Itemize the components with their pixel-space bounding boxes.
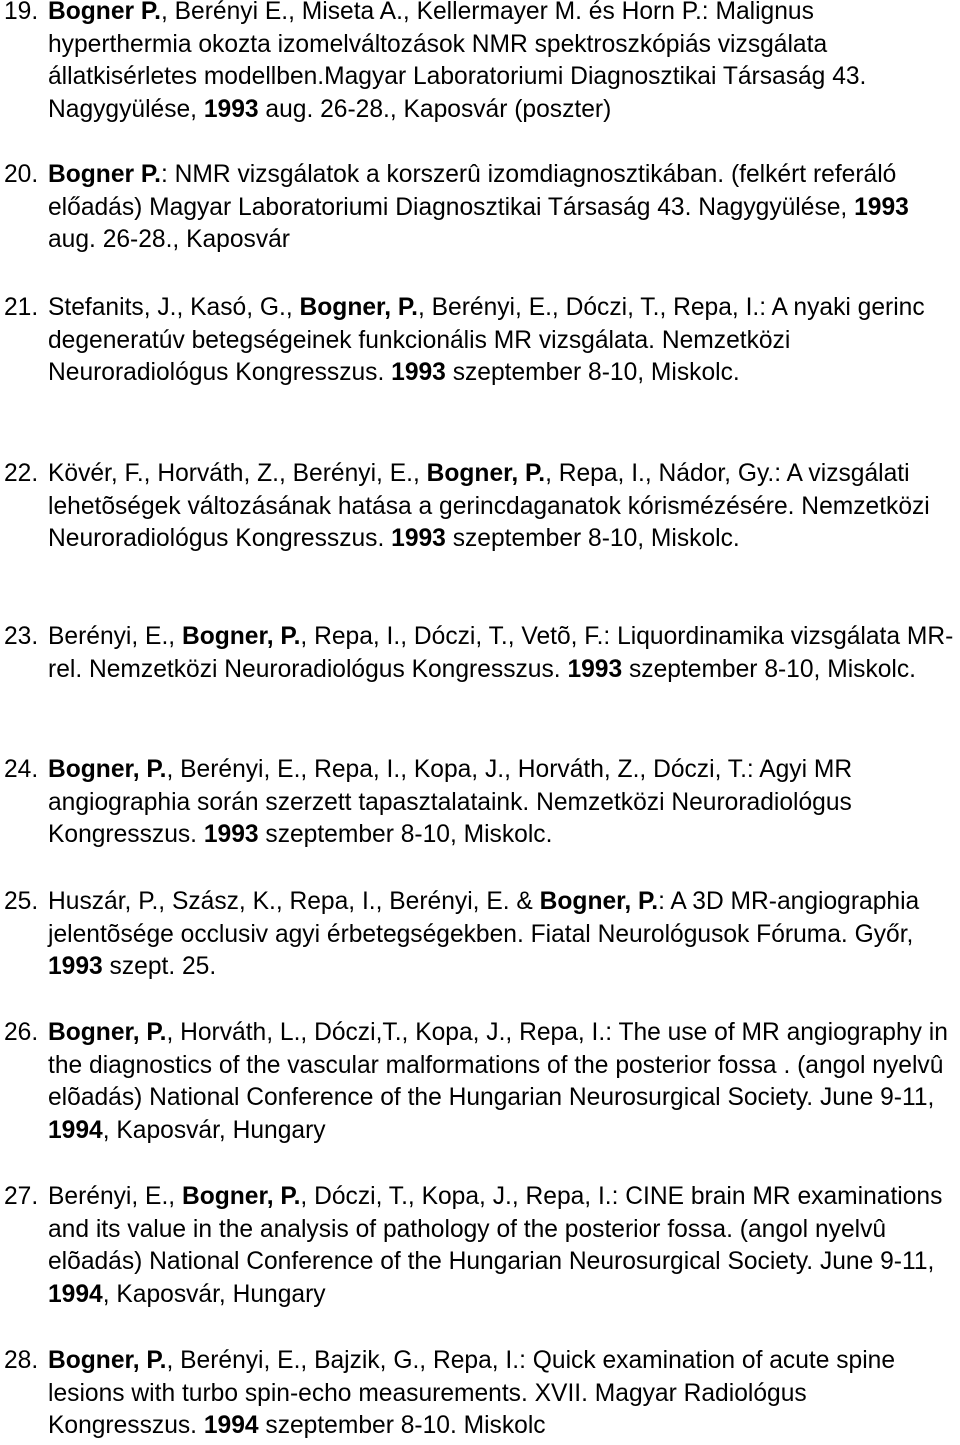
text-run: , Berényi E., Miseta A., Kellermayer M. és Horn P.: Malignus hyperthermia okozta izomelváltozások NMR spektroszkópiás vizsgálata állatkisérletes modellben.Magyar Laboratoriumi Diagnosztikai Társaság 43. Nagygyülése, [48, 0, 867, 123]
text-run: : A 3D MR-angiographia jelentõsége occlusiv agyi érbetegségekben. Fiatal Neurológusok Fóruma. Győr, [48, 888, 920, 948]
text-run: Berényi, E., [48, 623, 182, 650]
bold-text: 1993 [203, 821, 259, 848]
item-number: 25. [4, 888, 39, 915]
text-run: Berényi, E., [48, 1183, 182, 1210]
bold-text: 1993 [203, 95, 259, 123]
bold-text: 1994 [48, 1116, 103, 1144]
list-item [0, 886, 960, 984]
text-run: , Berényi, E., Dóczi, T., Repa, I.: A nyaki gerinc degeneratúv betegségeinek funkcionális MR vizsgálata. Nemzetközi Neuroradiológus Kongresszus. [48, 294, 925, 386]
bold-text: Bogner P. [48, 0, 161, 25]
text-run: , Kaposvár, Hungary [102, 1116, 326, 1144]
bold-text: Bogner, P. [539, 888, 659, 915]
text-run: : NMR vizsgálatok a korszerû izomdiagnosztikában. (felkért referáló előadás) Magyar Laboratoriumi Diagnosztikai Társaság 43. Nagygyülése, [48, 161, 897, 221]
citation-text [48, 1345, 960, 1443]
item-number: 21. [4, 294, 39, 321]
text-run: szeptember 8-10, Miskolc. [445, 525, 740, 552]
citation-text [48, 1017, 960, 1147]
text-run: szeptember 8-10, Miskolc. [445, 359, 740, 386]
list-item [0, 159, 960, 257]
bold-text: 1993 [854, 193, 909, 221]
bold-text: Bogner P. [48, 161, 161, 188]
citation-text [48, 458, 960, 556]
bold-text: 1993 [567, 655, 623, 683]
text-run: , Berényi, E., Bajzik, G., Repa, I.: Quick examination of acute spine lesions with turbo spin-echo measurements. XVII. Magyar Radiológus Kongresszus. [48, 1347, 896, 1439]
list-item [0, 0, 960, 126]
text-run: szeptember 8-10, Miskolc. [258, 821, 553, 848]
item-number: 20. [4, 161, 39, 188]
list-item [0, 458, 960, 556]
text-run: aug. 26-28., Kaposvár (poszter) [258, 95, 612, 123]
text-run: Huszár, P., Szász, K., Repa, I., Berényi, E. & [48, 888, 540, 915]
bold-text: Bogner, P. [181, 1183, 301, 1210]
bold-text: 1993 [391, 525, 446, 552]
list-item [0, 1017, 960, 1147]
bold-text: 1994 [203, 1412, 259, 1439]
bold-text: 1993 [48, 953, 103, 980]
citation-text [48, 159, 960, 257]
bold-text: 1994 [48, 1280, 103, 1308]
text-run: , Dóczi, T., Kopa, J., Repa, I.: CINE brain MR examinations and its value in the analysis of pathology of the posterior fossa. (angol nyelvû elõadás) National Conference of the Hungarian Neurosurgical Society. June 9-11, [48, 1183, 943, 1275]
item-number: 26. [4, 1019, 39, 1046]
list-item [0, 754, 960, 852]
text-run: szeptember 8-10, Miskolc. [622, 655, 917, 683]
item-number: 27. [4, 1183, 39, 1210]
text-run: szeptember 8-10. Miskolc [258, 1412, 546, 1439]
citation-text [48, 886, 960, 984]
bold-text: Bogner, P. [48, 1019, 167, 1046]
text-run: , Berényi, E., Repa, I., Kopa, J., Horváth, Z., Dóczi, T.: Agyi MR angiographia során szerzett tapasztalataink. Nemzetközi Neuroradiológus Kongresszus. [48, 756, 853, 848]
citation-text [48, 621, 960, 686]
list-item [0, 621, 960, 686]
text-run: Kövér, F., Horváth, Z., Berényi, E., [48, 460, 427, 487]
text-run: , Horváth, L., Dóczi,T., Kopa, J., Repa, I.: The use of MR angiography in the diagnostics of the vascular malformations of the posterior fossa . (angol nyelvû elõadás) National Conference of the Hungarian Neurosurgical Society. June 9-11, [48, 1019, 948, 1111]
item-number: 22. [4, 460, 39, 487]
citation-text [48, 1181, 960, 1311]
bold-text: 1993 [391, 359, 446, 386]
text-run: , Repa, I., Nádor, Gy.: A vizsgálati lehetõségek változásának hatása a gerincdaganatok kórismézésére. Nemzetközi Neuroradiológus Kongresszus. [48, 460, 930, 552]
text-run: , Repa, I., Dóczi, T., Vetõ, F.: Liquordinamika vizsgálata MR-rel. Nemzetközi Neuroradiológus Kongresszus. [48, 623, 954, 683]
text-run: aug. 26-28., Kaposvár [48, 226, 290, 253]
citation-text [48, 754, 960, 852]
text-run: Stefanits, J., Kasó, G., [48, 294, 300, 321]
citation-text [48, 0, 960, 126]
item-number: 19. [4, 0, 39, 25]
item-number: 24. [4, 756, 39, 783]
list-item [0, 1345, 960, 1443]
item-number: 23. [4, 623, 39, 650]
bold-text: Bogner, P. [426, 460, 546, 487]
list-item [0, 292, 960, 390]
item-number: 28. [4, 1347, 39, 1374]
bold-text: Bogner, P. [48, 1347, 167, 1374]
citation-text [48, 292, 960, 390]
text-run: , Kaposvár, Hungary [102, 1280, 326, 1308]
bold-text: Bogner, P. [299, 294, 418, 321]
text-run: szept. 25. [102, 953, 217, 980]
bold-text: Bogner, P. [181, 623, 301, 650]
bold-text: Bogner, P. [48, 756, 167, 783]
list-item [0, 1181, 960, 1311]
